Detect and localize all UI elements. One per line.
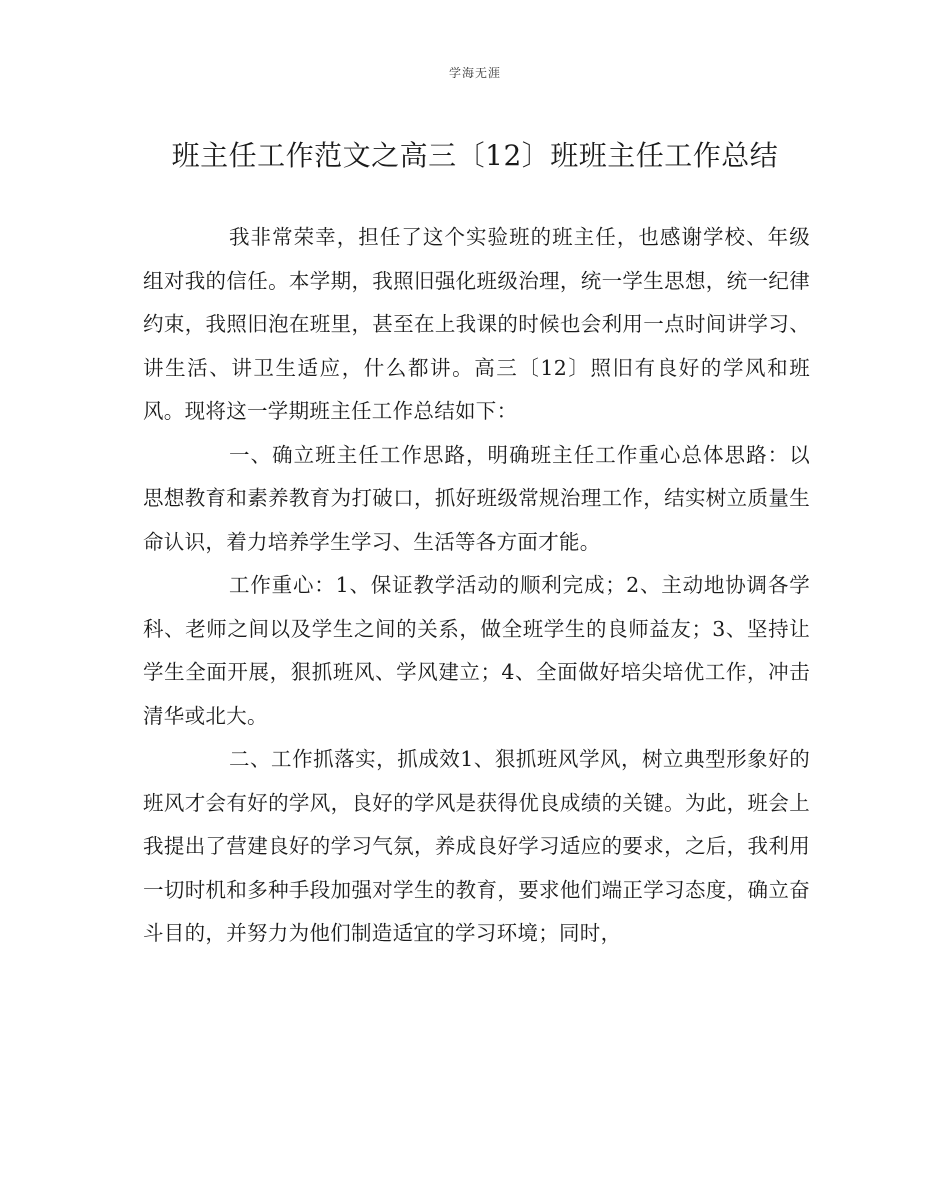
paragraph-work-focus: 工作重心：1、保证教学活动的顺利完成；2、主动地协调各学科、老师之间以及学生之间的关系，做全班学生的良师益友；3、坚持让学生全面开展，狠抓班风、学风建立；4、全面做好培尖培优工作，冲击清华或北大。: [143, 573, 810, 728]
paragraph-section-one: 一、确立班主任工作思路，明确班主任工作重心总体思路：以思想教育和素养教育为打破口，抓好班级常规治理工作，结实树立质量生命认识，着力培养学生学习、生活等各方面才能。: [143, 442, 810, 554]
document-title: 班主任工作范文之高三〔12〕班班主任工作总结: [171, 139, 779, 172]
paragraph-intro: 我非常荣幸，担任了这个实验班的班主任，也感谢学校、年级组对我的信任。本学期，我照旧强化班级治理，统一学生思想，统一纪律约束，我照旧泡在班里，甚至在上我课的时候也会利用一点时间讲学习、讲生活、讲卫生适应，什么都讲。高三〔12〕照旧有良好的学风和班风。现将这一学期班主任工作总结如下：: [143, 225, 810, 423]
document-body: [143, 216, 810, 956]
paragraph-section-two: 二、工作抓落实，抓成效1、狠抓班风学风，树立典型形象好的班风才会有好的学风，良好的学风是获得优良成绩的关键。为此，班会上我提出了营建良好的学习气氛，养成良好学习适应的要求，之后，我利用一切时机和多种手段加强对学生的教育，要求他们端正学习态度，确立奋斗目的，并努力为他们制造适宜的学习环境；同时，: [143, 747, 810, 945]
page-header-mark: 学海无涯: [448, 66, 501, 80]
